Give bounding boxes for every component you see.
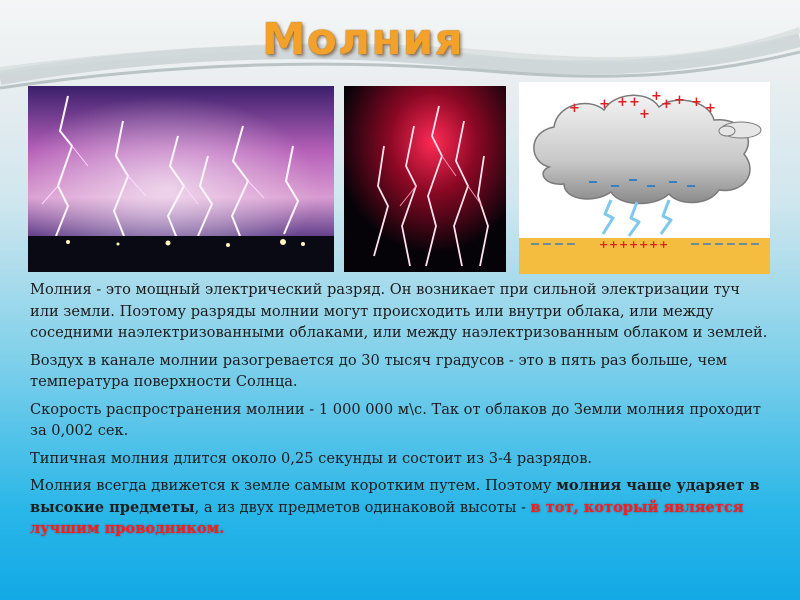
svg-text:+: + — [661, 97, 672, 112]
svg-text:+: + — [569, 101, 580, 116]
svg-text:+: + — [639, 107, 650, 122]
svg-text:+: + — [619, 238, 629, 251]
svg-text:+: + — [674, 93, 685, 108]
paragraph-path-highlight: в тот, который является лучшим проводником. — [30, 498, 744, 537]
charged-cloud-diagram — [519, 82, 770, 274]
paragraph-path-bold: молния чаще ударяет в высокие предметы — [30, 477, 760, 516]
paragraph-path — [30, 475, 770, 540]
paragraph-definition: Молния - это мощный электрический разряд. Он возникает при сильной электризации туч или земли. Поэтому разряды молнии могут происходить или внутри облака, или между соседними наэлектризованными облаками, или между наэлектризованным облаком и землей. — [30, 281, 768, 341]
lightning-purple-sky-photo — [28, 86, 334, 272]
svg-text:+: + — [639, 238, 649, 251]
slide-title: Молния — [262, 14, 464, 65]
svg-text:+: + — [609, 238, 619, 251]
paragraph-path-middle: , а из двух предметов одинаковой высоты - — [194, 498, 531, 516]
paragraph-duration: Типичная молния длится около 0,25 секунды и состоит из 3-4 разрядов. — [30, 449, 593, 467]
svg-text:+: + — [691, 95, 702, 110]
svg-text:+: + — [651, 89, 662, 104]
svg-text:+: + — [617, 95, 628, 110]
svg-text:+: + — [629, 238, 639, 251]
svg-text:+: + — [599, 238, 609, 251]
svg-text:+: + — [629, 95, 640, 110]
svg-text:+: + — [599, 97, 610, 112]
svg-text:+: + — [705, 101, 716, 116]
paragraph-temperature: Воздух в канале молнии разогревается до 30 тысяч градусов - это в пять раз больше, чем температура поверхности Солнца. — [30, 351, 728, 390]
lightning-red-night-photo — [344, 86, 506, 272]
paragraph-path-start: Молния всегда движется к земле самым коротким путем. Поэтому — [30, 477, 557, 494]
slide-body-text — [30, 279, 770, 546]
svg-text:+: + — [659, 238, 669, 251]
svg-text:+: + — [649, 238, 659, 251]
paragraph-speed: Скорость распространения молнии - 1 000 000 м\с. Так от облаков до Земли молния проходит за 0,002 сек. — [30, 400, 761, 439]
